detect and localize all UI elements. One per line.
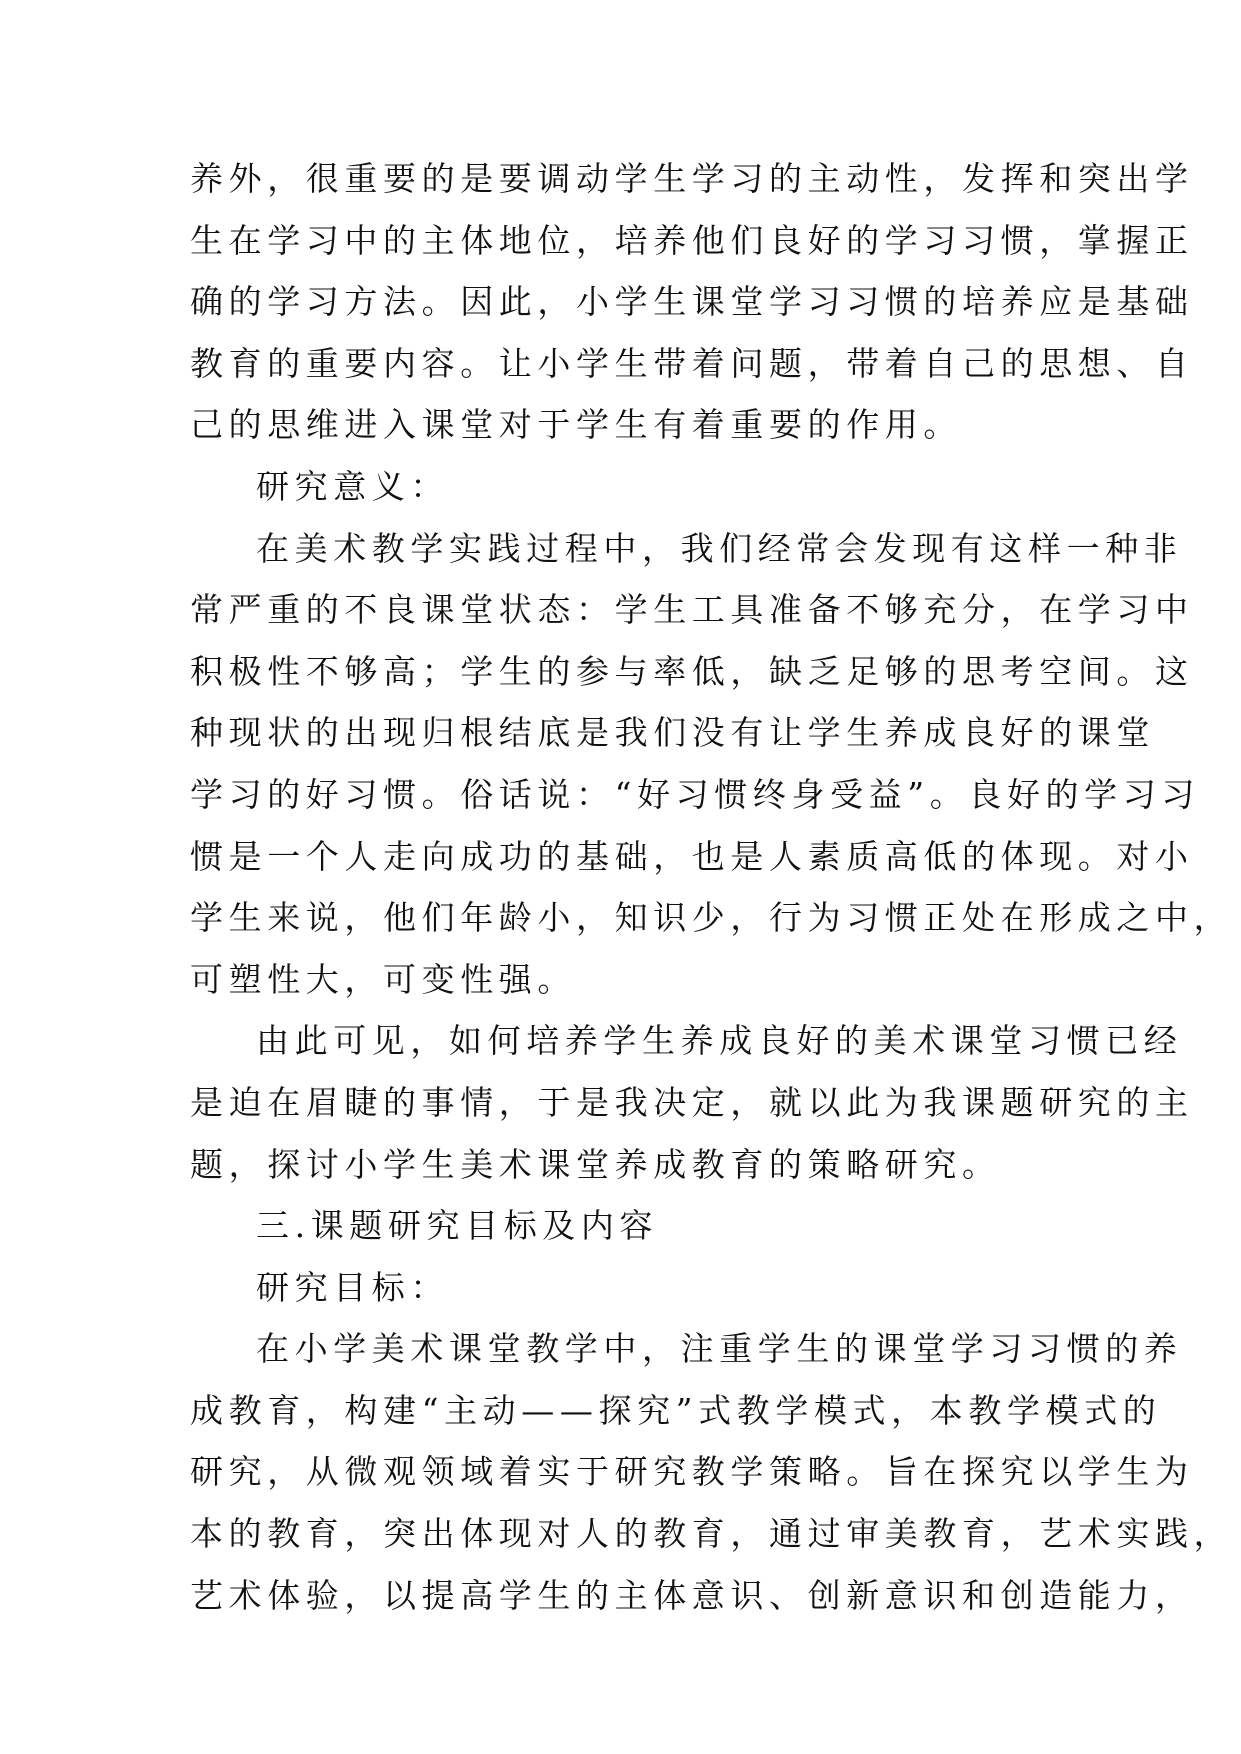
text-line: 常严重的不良课堂状态：学生工具准备不够充分，在学习中 [190, 590, 1194, 630]
text-line: 可塑性大，可变性强。 [190, 959, 576, 999]
text-line: 生在学习中的主体地位，培养他们良好的学习习惯，掌握正 [190, 220, 1194, 260]
body-text [190, 148, 1233, 1626]
text-line: 学习的好习惯。俗话说：“好习惯终身受益”。良好的学习习 [190, 774, 1200, 814]
text-line: 成教育，构建“主动——探究”式教学模式，本教学模式的 [190, 1390, 1162, 1430]
section-heading-research-significance: 研究意义： [256, 466, 449, 506]
text-line: 本的教育，突出体现对人的教育，通过审美教育，艺术实践， [190, 1514, 1233, 1554]
text-line: 在美术教学实践过程中，我们经常会发现有这样一种非 [256, 528, 1183, 568]
text-line: 在小学美术课堂教学中，注重学生的课堂学习习惯的养 [256, 1329, 1183, 1369]
text-line: 己的思维进入课堂对于学生有着重要的作用。 [190, 405, 962, 445]
text-line: 教育的重要内容。让小学生带着问题，带着自己的思想、自 [190, 343, 1194, 383]
text-line: 确的学习方法。因此，小学生课堂学习习惯的培养应是基础 [190, 282, 1194, 322]
text-line: 研究，从微观领域着实于研究教学策略。旨在探究以学生为 [190, 1452, 1194, 1492]
text-line: 由此可见，如何培养学生养成良好的美术课堂习惯已经 [256, 1021, 1183, 1061]
text-line: 题，探讨小学生美术课堂养成教育的策略研究。 [190, 1144, 1001, 1184]
text-line: 养外，很重要的是要调动学生学习的主动性，发挥和突出学 [190, 159, 1194, 198]
section-heading-research-goals: 研究目标： [256, 1267, 449, 1307]
text-line: 学生来说，他们年龄小，知识少，行为习惯正处在形成之中， [190, 898, 1233, 938]
text-line: 是迫在眉睫的事情，于是我决定，就以此为我课题研究的主 [190, 1082, 1194, 1122]
text-line: 艺术体验，以提高学生的主体意识、创新意识和创造能力， [190, 1575, 1194, 1615]
text-line: 种现状的出现归根结底是我们没有让学生养成良好的课堂 [190, 713, 1155, 753]
section-heading-research-goals-and-content: 三.课题研究目标及内容 [256, 1206, 659, 1246]
text-line: 惯是一个人走向成功的基础，也是人素质高低的体现。对小 [190, 836, 1194, 876]
text-line: 积极性不够高；学生的参与率低，缺乏足够的思考空间。这 [190, 651, 1194, 691]
